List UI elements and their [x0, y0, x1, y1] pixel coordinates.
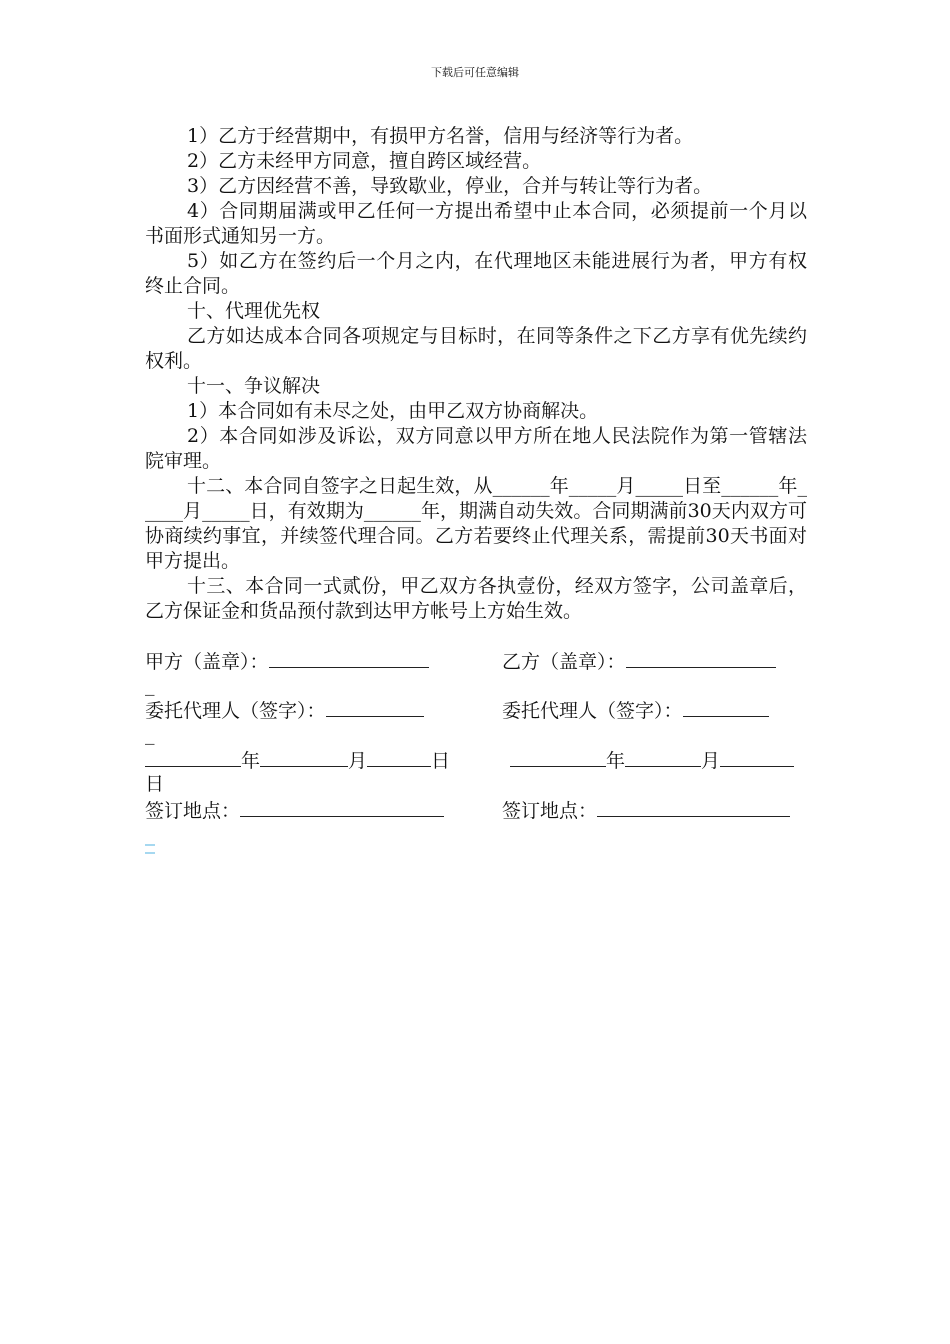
- paragraph: 十二、本合同自签字之日起生效，从______年_____月_____日至______年_____月_____日，有效期为______年，期满自动失效。合同期满前30天内双方可协商续约事宜，并续签代理合同。乙方若要终止代理关系，需提前30天书面对甲方提出。: [145, 475, 807, 572]
- section-heading: 十、代理优先权: [187, 300, 321, 322]
- paragraph: 3）乙方因经营不善，导致歇业，停业，合并与转让等行为者。: [187, 175, 713, 197]
- day-label: 日: [431, 750, 451, 772]
- contract-body: [145, 124, 807, 624]
- anchor-mark-icon: [145, 844, 155, 854]
- party-b-seal: [502, 648, 807, 675]
- party-b-place: [502, 797, 807, 824]
- party-a-agent-line[interactable]: [326, 697, 424, 717]
- paragraph: 2）乙方未经甲方同意，擅自跨区域经营。: [187, 150, 542, 172]
- paragraph: 5）如乙方在签约后一个月之内，在代理地区未能进展行为者，甲方有权终止合同。: [145, 250, 807, 297]
- paragraph: 1）乙方于经营期中，有损甲方名誉，信用与经济等行为者。: [187, 125, 694, 147]
- party-b-month-line[interactable]: [625, 747, 701, 767]
- party-a-seal-line[interactable]: [269, 648, 429, 668]
- month-label: 月: [701, 750, 721, 772]
- party-a-agent: [145, 697, 459, 724]
- paragraph: 2）本合同如涉及诉讼，双方同意以甲方所在地人民法院作为第一管辖法院审理。: [145, 425, 807, 472]
- party-a-month-line[interactable]: [260, 747, 348, 767]
- party-a-agent-label: 委托代理人（签字）：: [145, 700, 326, 722]
- party-b-day-overflow: 日: [145, 773, 165, 795]
- party-b-date: [510, 747, 815, 774]
- overflow-underscore: _: [145, 723, 155, 745]
- overflow-underscore: _: [145, 674, 155, 696]
- party-a-day-line[interactable]: [367, 747, 431, 767]
- party-a-place: [145, 797, 459, 824]
- party-a-seal-label: 甲方（盖章）：: [145, 651, 269, 673]
- section-heading: 十一、争议解决: [187, 375, 321, 397]
- party-a-seal: [145, 648, 459, 675]
- party-b-place-line[interactable]: [597, 797, 790, 817]
- party-b-day-line[interactable]: [720, 747, 794, 767]
- party-b-seal-line[interactable]: [626, 648, 776, 668]
- year-label: 年: [241, 750, 261, 772]
- paragraph: 乙方如达成本合同各项规定与目标时，在同等条件之下乙方享有优先续约权利。: [145, 325, 807, 372]
- party-b-agent-label: 委托代理人（签字）：: [502, 700, 683, 722]
- party-a-place-line[interactable]: [240, 797, 444, 817]
- party-b-agent-line[interactable]: [683, 697, 769, 717]
- page-header: 下载后可任意编辑: [431, 66, 519, 79]
- month-label: 月: [348, 750, 368, 772]
- paragraph: 4）合同期届满或甲乙任何一方提出希望中止本合同，必须提前一个月以书面形式通知另一方。: [145, 200, 807, 247]
- party-a-year-line[interactable]: [145, 747, 241, 767]
- party-b-agent: [502, 697, 807, 724]
- paragraph: 十三、本合同一式贰份，甲乙双方各执壹份，经双方签字，公司盖章后，乙方保证金和货品预付款到达甲方帐号上方始生效。: [145, 575, 807, 622]
- party-a-place-label: 签订地点：: [145, 800, 241, 822]
- party-a-date: [145, 747, 459, 774]
- party-b-place-label: 签订地点：: [502, 800, 598, 822]
- party-b-seal-label: 乙方（盖章）：: [502, 651, 626, 673]
- paragraph: 1）本合同如有未尽之处，由甲乙双方协商解决。: [187, 400, 599, 422]
- party-b-year-line[interactable]: [510, 747, 606, 767]
- year-label: 年: [606, 750, 626, 772]
